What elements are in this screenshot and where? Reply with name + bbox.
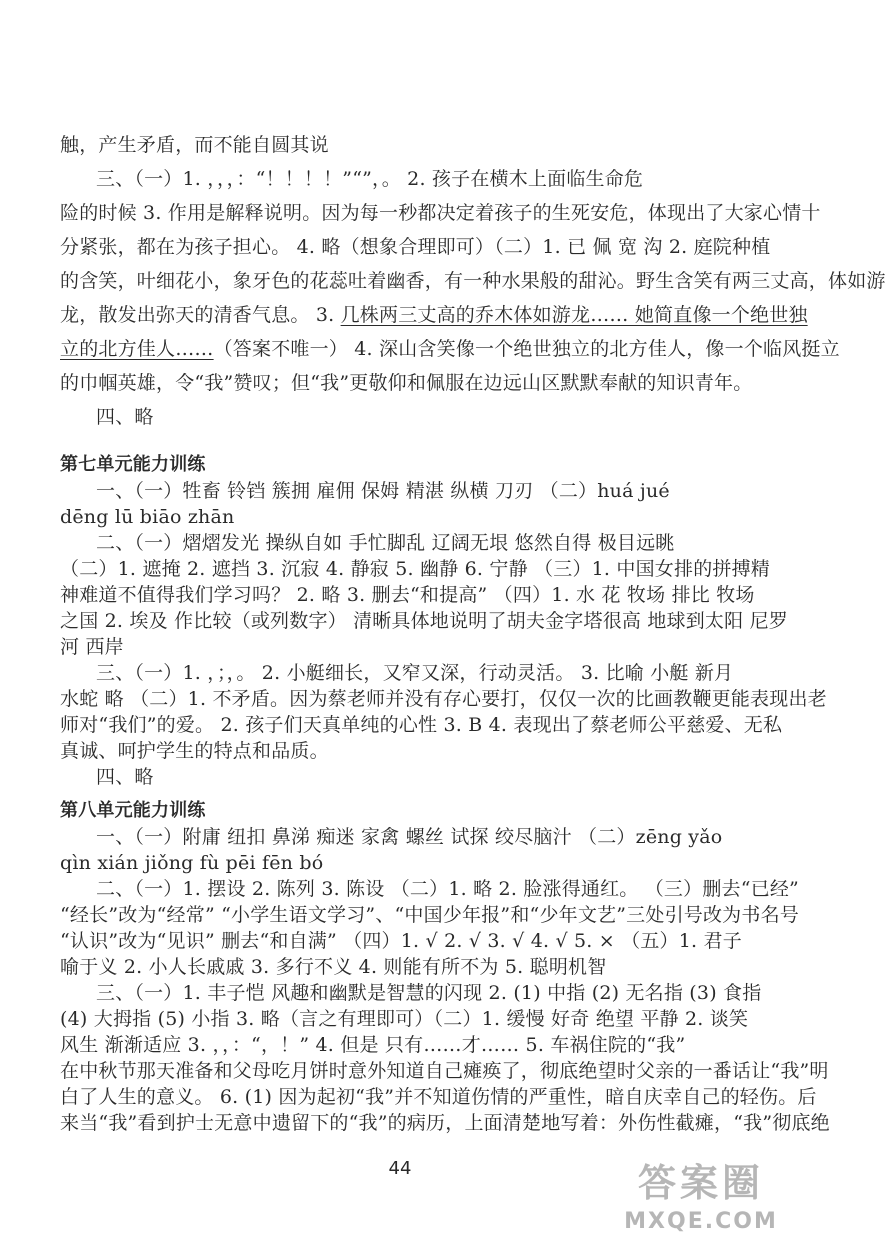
- underlined-answer: 几株两三丈高的乔木体如游龙…… 她简直像一个绝世独: [340, 304, 808, 326]
- text-line: 三、（一）1. ，；，。 2. 小艇细长，又窄又深，行动灵活。 3. 比喻 小艇 新月: [96, 662, 734, 684]
- section-heading: 第七单元能力训练: [60, 454, 206, 475]
- text-line: “认识”改为“见识” 删去“和自满” （四）1. √ 2. √ 3. √ 4. √ 5. × （五）1. 君子: [60, 930, 742, 952]
- text-line: 神难道不值得我们学习吗？ 2. 略 3. 删去“和提高” （四）1. 水 花 牧场 排比 牧场: [60, 584, 755, 606]
- text-line: 四、略: [96, 766, 154, 788]
- text-line: 河 西岸: [60, 636, 124, 658]
- text-line: 分紧张，都在为孩子担心。 4. 略（想象合理即可）（二）1. 已 佩 宽 沟 2. 庭院种植: [60, 236, 771, 258]
- text-line: 真诚、呵护学生的特点和品质。: [60, 740, 329, 762]
- text-line: 的含笑，叶细花小，象牙色的花蕊吐着幽香，有一种水果般的甜沁。野生含笑有两三丈高，体如游: [60, 270, 886, 292]
- text-line: 四、略: [96, 406, 154, 428]
- text-line: 险的时候 3. 作用是解释说明。因为每一秒都决定着孩子的生死安危，体现出了大家心情十: [60, 202, 821, 224]
- text-line: qìn xián jiǒng fù pēi fēn bó: [60, 852, 324, 874]
- text-line: [60, 298, 808, 332]
- text-line: “经长”改为“经常” “小学生语文学习”、“中国少年报”和“少年文艺”三处引号改为书名号: [60, 904, 799, 926]
- text-line: 三、（一）1. 丰子恺 风趣和幽默是智慧的闪现 2. (1) 中指 (2) 无名指 (3) 食指: [96, 982, 762, 1004]
- text-line: 三、（一）1. ，，，：“！！！！”“”，。 2. 孩子在横木上面临生命危: [96, 168, 644, 190]
- text-line: 一、（一）牲畜 铃铛 簇拥 雇佣 保姆 精湛 纵横 刀刃 （二）huá jué: [96, 480, 670, 502]
- text-line: （二）1. 遮掩 2. 遮挡 3. 沉寂 4. 静寂 5. 幽静 6. 宁静 （三）1. 中国女排的拼搏精: [60, 558, 771, 580]
- page-number: 44: [388, 1158, 412, 1179]
- text-segment: 龙，散发出弥天的清香气息。 3.: [60, 304, 341, 326]
- text-line: 风生 渐渐适应 3. ，，：“，！” 4. 但是 只有……才…… 5. 车祸住院的“我”: [60, 1034, 686, 1056]
- watermark-logo: [612, 1158, 790, 1250]
- text-line: 在中秋节那天准备和父母吃月饼时意外知道自己瘫痪了，彻底绝望时父亲的一番话让“我”明: [60, 1060, 829, 1082]
- text-line: (4) 大拇指 (5) 小指 3. 略（言之有理即可）（二）1. 缓慢 好奇 绝望 平静 2. 谈笑: [60, 1008, 749, 1030]
- text-line: 水蛇 略 （二）1. 不矛盾。因为蔡老师并没有存心要打，仅仅一次的比画教鞭更能表现出老: [60, 688, 827, 710]
- text-line: 二、（一）熠熠发光 操纵自如 手忙脚乱 辽阔无垠 悠然自得 极目远眺: [96, 532, 675, 554]
- underlined-answer: 立的北方佳人……: [60, 338, 214, 360]
- text-line: [60, 332, 840, 366]
- text-segment: （答案不唯一） 4. 深山含笑像一个绝世独立的北方佳人，像一个临风挺立: [213, 338, 840, 360]
- watermark-text: 答案圈: [637, 1161, 764, 1205]
- text-line: 一、（一）附庸 纽扣 鼻涕 痴迷 家禽 螺丝 试探 绞尽脑汁 （二）zēng yǎo: [96, 826, 723, 848]
- text-line: dēng lū biāo zhān: [60, 506, 235, 528]
- text-line: 触，产生矛盾，而不能自圆其说: [60, 134, 329, 156]
- text-line: 师对“我们”的爱。 2. 孩子们天真单纯的心性 3. B 4. 表现出了蔡老师公平慈爱、无私: [60, 714, 783, 736]
- watermark-url: MXQE.COM: [624, 1209, 778, 1234]
- text-line: 白了人生的意义。 6. (1) 因为起初“我”并不知道伤情的严重性，暗自庆幸自己的轻伤。后: [60, 1086, 817, 1108]
- text-line: 二、（一）1. 摆设 2. 陈列 3. 陈设 （二）1. 略 2. 脸涨得通红。 （三）删去“已经”: [96, 878, 799, 900]
- text-line: 之国 2. 埃及 作比较（或列数字） 清晰具体地说明了胡夫金字塔很高 地球到太阳 尼罗: [60, 610, 788, 632]
- section-heading: 第八单元能力训练: [60, 800, 206, 821]
- text-line: 的巾帼英雄，令“我”赞叹；但“我”更敬仰和佩服在边远山区默默奉献的知识青年。: [60, 372, 753, 394]
- text-line: 来当“我”看到护士无意中遗留下的“我”的病历，上面清楚地写着：外伤性截瘫，“我”彻底绝: [60, 1112, 830, 1134]
- text-line: 喻于义 2. 小人长戚戚 3. 多行不义 4. 则能有所不为 5. 聪明机智: [60, 956, 607, 978]
